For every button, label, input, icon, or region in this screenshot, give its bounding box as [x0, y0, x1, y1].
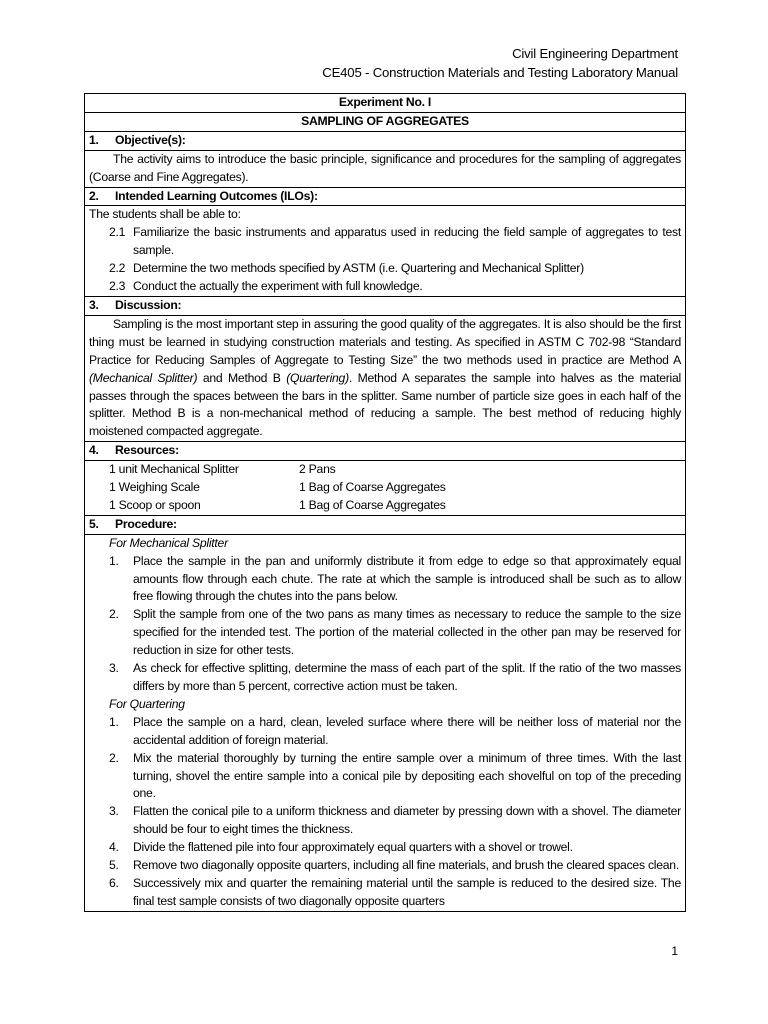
procedure-heading: [85, 515, 686, 534]
procedure-step: [109, 875, 681, 911]
discussion-text: [89, 316, 681, 441]
resource-left: 1 Weighing Scale: [109, 480, 200, 495]
step-number: 3.: [109, 804, 119, 819]
ilo-item: [109, 278, 681, 296]
ilo-item: [109, 260, 681, 278]
section-heading: Intended Learning Outcomes (ILOs):: [115, 188, 318, 203]
section-number: 5.: [89, 516, 99, 531]
step-number: 2.: [109, 607, 119, 622]
discussion-part: and Method B: [197, 370, 287, 385]
step-number: 6.: [109, 875, 119, 890]
step-text: As check for effective splitting, determine the mass of each part of the split. If the ratio of the two masses differs by more than 5 percent, corrective action must be taken.: [133, 661, 681, 693]
procedure-step: [109, 553, 681, 607]
resource-right: 2 Pans: [299, 462, 336, 477]
section-heading: Objective(s):: [115, 132, 186, 147]
experiment-number: Experiment No. I: [85, 94, 686, 113]
section-heading: Discussion:: [115, 297, 182, 312]
procedure-step: [109, 803, 681, 839]
step-number: 4.: [109, 840, 119, 855]
section-number: 2.: [89, 188, 99, 203]
ilo-number: 2.3: [109, 279, 126, 294]
objective-text: The activity aims to introduce the basic principle, significance and procedures for the sampling of aggregates (Coarse and Fine Aggregates).: [89, 151, 681, 184]
step-text: Divide the flattened pile into four approximately equal quarters with a shovel or trowel.: [133, 840, 573, 855]
resources-heading: [85, 442, 686, 461]
step-text: Place the sample on a hard, clean, leveled surface where there will be neither loss of material nor the accidental addition of foreign material.: [133, 714, 681, 747]
procedure-body: [85, 534, 686, 911]
step-text: Remove two diagonally opposite quarters, including all fine materials, and brush the cleared spaces clean.: [133, 858, 679, 873]
step-text: Split the sample from one of the two pans as many times as necessary to reduce the sample to the size specified for the intended test. The portion of the material collected in the other pan may be reserved for reduction in size for other tests.: [133, 607, 681, 658]
resource-left: 1 unit Mechanical Splitter: [109, 462, 239, 477]
procedure-step: [109, 714, 681, 750]
ilo-text: Familiarize the basic instruments and apparatus used in reducing the field sample of aggregates to test sample.: [133, 225, 681, 258]
section-heading: Resources:: [115, 443, 179, 458]
quartering-heading: For Quartering: [109, 696, 185, 711]
step-number: 1.: [109, 714, 119, 729]
section-number: 4.: [89, 443, 99, 458]
procedure-step: [109, 839, 681, 857]
ilo-number: 2.2: [109, 261, 126, 276]
procedure-step: [109, 750, 681, 804]
manual-title: CE405 - Construction Materials and Testing Laboratory Manual: [322, 65, 678, 80]
department-name: Civil Engineering Department: [512, 46, 678, 61]
resource-left: 1 Scoop or spoon: [109, 497, 201, 512]
resources-body: [85, 461, 686, 516]
procedure-step: [109, 660, 681, 696]
section-heading: Procedure:: [115, 516, 177, 531]
experiment-title: SAMPLING OF AGGREGATES: [85, 112, 686, 131]
step-text: Successively mix and quarter the remaining material until the sample is reduced to the desired size. The final test sample consists of two diagonally opposite quarters: [133, 875, 681, 908]
ilo-intro: The students shall be able to:: [89, 207, 241, 222]
procedure-step: [109, 857, 681, 875]
section-number: 3.: [89, 297, 99, 312]
resource-right: 1 Bag of Coarse Aggregates: [299, 497, 446, 512]
step-number: 2.: [109, 750, 119, 765]
resource-row: [89, 479, 681, 497]
resource-row: [89, 497, 681, 515]
discussion-heading: [85, 296, 686, 315]
step-text: Mix the material thoroughly by turning the entire sample over a minimum of three times. With the last turning, shovel the entire sample into a conical pile by depositing each shovelful on top of the preceding one.: [133, 750, 681, 801]
ilo-heading: [85, 187, 686, 206]
section-number: 1.: [89, 132, 99, 147]
ilo-text: Conduct the actually the experiment with full knowledge.: [133, 279, 423, 294]
step-text: Flatten the conical pile to a uniform thickness and diameter by pressing down with a shovel. The diameter should be four to eight times the thickness.: [133, 804, 681, 837]
step-text: Place the sample in the pan and uniformly distribute it from edge to edge so that approximately equal amounts flow through each chute. The rate at which the sample is introduced shall be such as to allow free flowing through the chutes into the pans below.: [133, 553, 681, 604]
discussion-part: . Method A separates the sample into halves as the material passes through the spaces between the bars in the splitter. Same number of particle size goes in each half of the splitter. Method B is a non-mechanical method of reducing a sample. The best method of reducing highly moistened compacted aggregate.: [89, 370, 681, 439]
ilo-body: [85, 206, 686, 297]
objective-body: [85, 150, 686, 187]
ilo-text: Determine the two methods specified by ASTM (i.e. Quartering and Mechanical Splitter): [133, 261, 584, 276]
mechanical-splitter-heading: For Mechanical Splitter: [109, 535, 228, 550]
page-number: 1: [671, 944, 678, 958]
procedure-step: [109, 606, 681, 660]
discussion-method-b: (Quartering): [286, 370, 349, 385]
discussion-method-a: (Mechanical Splitter): [89, 370, 198, 385]
discussion-body: [85, 315, 686, 441]
experiment-table: [84, 93, 686, 912]
step-number: 3.: [109, 661, 119, 676]
ilo-item: [109, 224, 681, 260]
resource-right: 1 Bag of Coarse Aggregates: [299, 480, 446, 495]
discussion-part: Sampling is the most important step in assuring the good quality of the aggregates. It is also should be the first thing must be learned in studying construction materials and testing. As specified in ASTM C 702-98 “Standard Practice for Reducing Samples of Aggregate to Testing Size” the two methods used in practice are Method A: [89, 316, 681, 367]
objective-heading: [85, 131, 686, 150]
procedure-content: [89, 535, 681, 911]
ilo-number: 2.1: [109, 225, 126, 240]
step-number: 1.: [109, 553, 119, 568]
page-header: [322, 44, 678, 82]
step-number: 5.: [109, 858, 119, 873]
resource-row: [89, 461, 681, 479]
